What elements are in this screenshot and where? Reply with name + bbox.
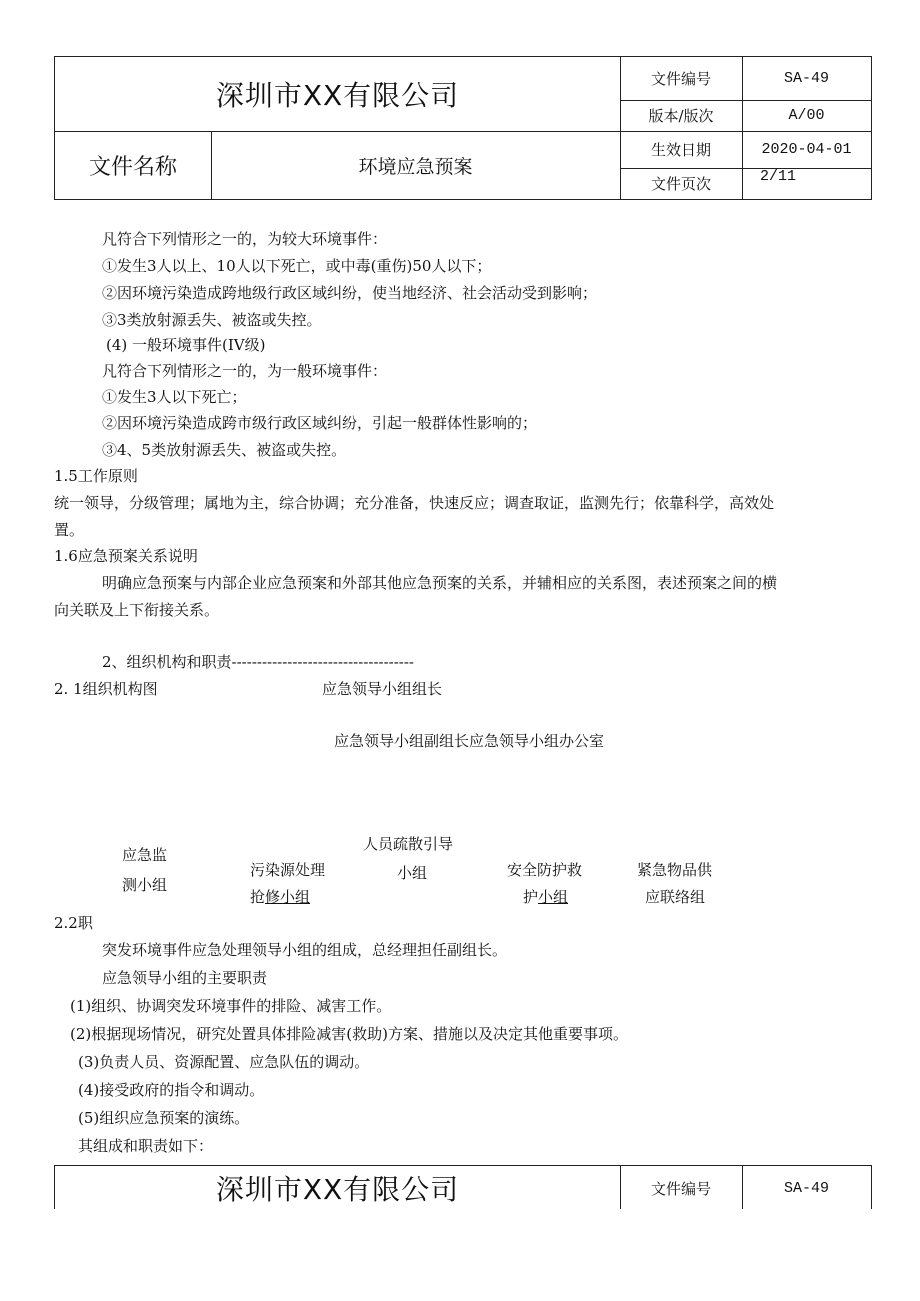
doc-name-value: 环境应急预案 xyxy=(358,155,473,178)
org-group-pollution-line2 xyxy=(250,887,310,907)
org-group-safety-line2-a: 护 xyxy=(523,888,539,906)
para-general-item-3: ③4、5类放射源丢失、被盗或失控。 xyxy=(102,441,347,459)
org-group-supply-line2: 应联络组 xyxy=(645,888,706,906)
duty-item-5: (5)组织应急预案的演练。 xyxy=(78,1109,250,1127)
section-1-6-text-2: 向关联及上下衔接关系。 xyxy=(54,601,220,619)
version-value: A/00 xyxy=(788,107,825,124)
duty-item-4: (4)接受政府的指令和调动。 xyxy=(78,1081,265,1099)
org-group-safety-line2-b: 小组 xyxy=(538,888,569,906)
doc-number-label: 文件编号 xyxy=(650,70,711,88)
para-general-intro: 凡符合下列情形之一的，为一般环境事件： xyxy=(102,362,388,380)
org-group-supply-line1: 紧急物品供 xyxy=(637,861,713,879)
effective-date-label: 生效日期 xyxy=(650,141,711,159)
duty-item-1: (1)组织、协调突发环境事件的排险、减害工作。 xyxy=(70,997,392,1015)
section-1-6-title: 1.6应急预案关系说明 xyxy=(54,547,198,565)
org-group-monitoring-line1: 应急监 xyxy=(122,846,168,864)
org-group-pollution-line1: 污染源处理 xyxy=(250,861,326,879)
doc-name-label: 文件名称 xyxy=(88,154,177,180)
section-1-5-text-2: 置。 xyxy=(54,521,85,539)
org-group-pollution-line2-a: 抢 xyxy=(250,888,266,906)
section-1-6-text-1: 明确应急预案与内部企业应急预案和外部其他应急预案的关系，并辅相应的关系图，表述预案之间的横 xyxy=(102,574,778,592)
duty-text-3: 其组成和职责如下： xyxy=(78,1137,214,1155)
duty-item-3: (3)负责人员、资源配置、应急队伍的调动。 xyxy=(78,1053,370,1071)
org-group-safety-line2 xyxy=(523,887,568,907)
page-number-label: 文件页次 xyxy=(650,175,711,193)
next-doc-number-label: 文件编号 xyxy=(650,1179,711,1198)
org-group-safety-line1: 安全防护救 xyxy=(507,861,583,879)
para-major-item-2: ②因环境污染造成跨地级行政区域纠纷，使当地经济、社会活动受到影响； xyxy=(102,284,598,302)
para-general-item-1: ①发生3人以下死亡； xyxy=(102,388,247,406)
section-2-title: 2、组织机构和职责------------------------------------ xyxy=(102,653,415,671)
duty-text-2: 应急领导小组的主要职责 xyxy=(102,969,268,987)
heading-general-event: (4) 一般环境事件(IV级) xyxy=(106,336,266,354)
org-group-evacuation-line2: 小组 xyxy=(397,864,428,882)
duty-item-2: (2)根据现场情况，研究处置具体排险减害(救助)方案、措施以及决定其他重要事项。 xyxy=(70,1025,628,1043)
para-major-item-3: ③3类放射源丢失、被盗或失控。 xyxy=(102,311,322,329)
org-group-evacuation-line1: 人员疏散引导 xyxy=(363,835,454,853)
page-number-value: 2/11 xyxy=(760,168,797,185)
section-1-5-title: 1.5工作原则 xyxy=(54,467,138,485)
org-leader: 应急领导小组组长 xyxy=(322,680,443,698)
next-page-header-table xyxy=(54,1165,872,1209)
section-2-2-title: 2.2职 xyxy=(54,914,93,932)
effective-date-value: 2020-04-01 xyxy=(761,141,852,158)
section-1-5-text-1: 统一领导，分级管理；属地为主，综合协调；充分准备，快速反应；调查取证，监测先行；依靠科学，高效处 xyxy=(54,494,775,512)
section-2-1-title: 2. 1组织机构图 xyxy=(54,680,158,698)
org-deputy-office: 应急领导小组副组长应急领导小组办公室 xyxy=(334,732,605,750)
version-label: 版本/版次 xyxy=(648,107,714,125)
para-general-item-2: ②因环境污染造成跨市级行政区域纠纷，引起一般群体性影响的； xyxy=(102,414,538,432)
para-major-intro: 凡符合下列情形之一的，为较大环境事件： xyxy=(102,230,388,248)
doc-header-table xyxy=(54,56,872,200)
doc-number-value: SA-49 xyxy=(783,70,829,87)
company-name: 深圳市XX有限公司 xyxy=(215,79,460,112)
next-company-name: 深圳市XX有限公司 xyxy=(215,1173,460,1206)
next-doc-number-value: SA-49 xyxy=(783,1179,829,1197)
org-group-pollution-line2-b: 修小组 xyxy=(265,888,311,906)
para-major-item-1: ①发生3人以上、10人以下死亡，或中毒(重伤)50人以下； xyxy=(102,257,492,275)
org-group-monitoring-line2: 测小组 xyxy=(122,876,168,894)
duty-text-1: 突发环境事件应急处理领导小组的组成，总经理担任副组长。 xyxy=(102,941,508,959)
